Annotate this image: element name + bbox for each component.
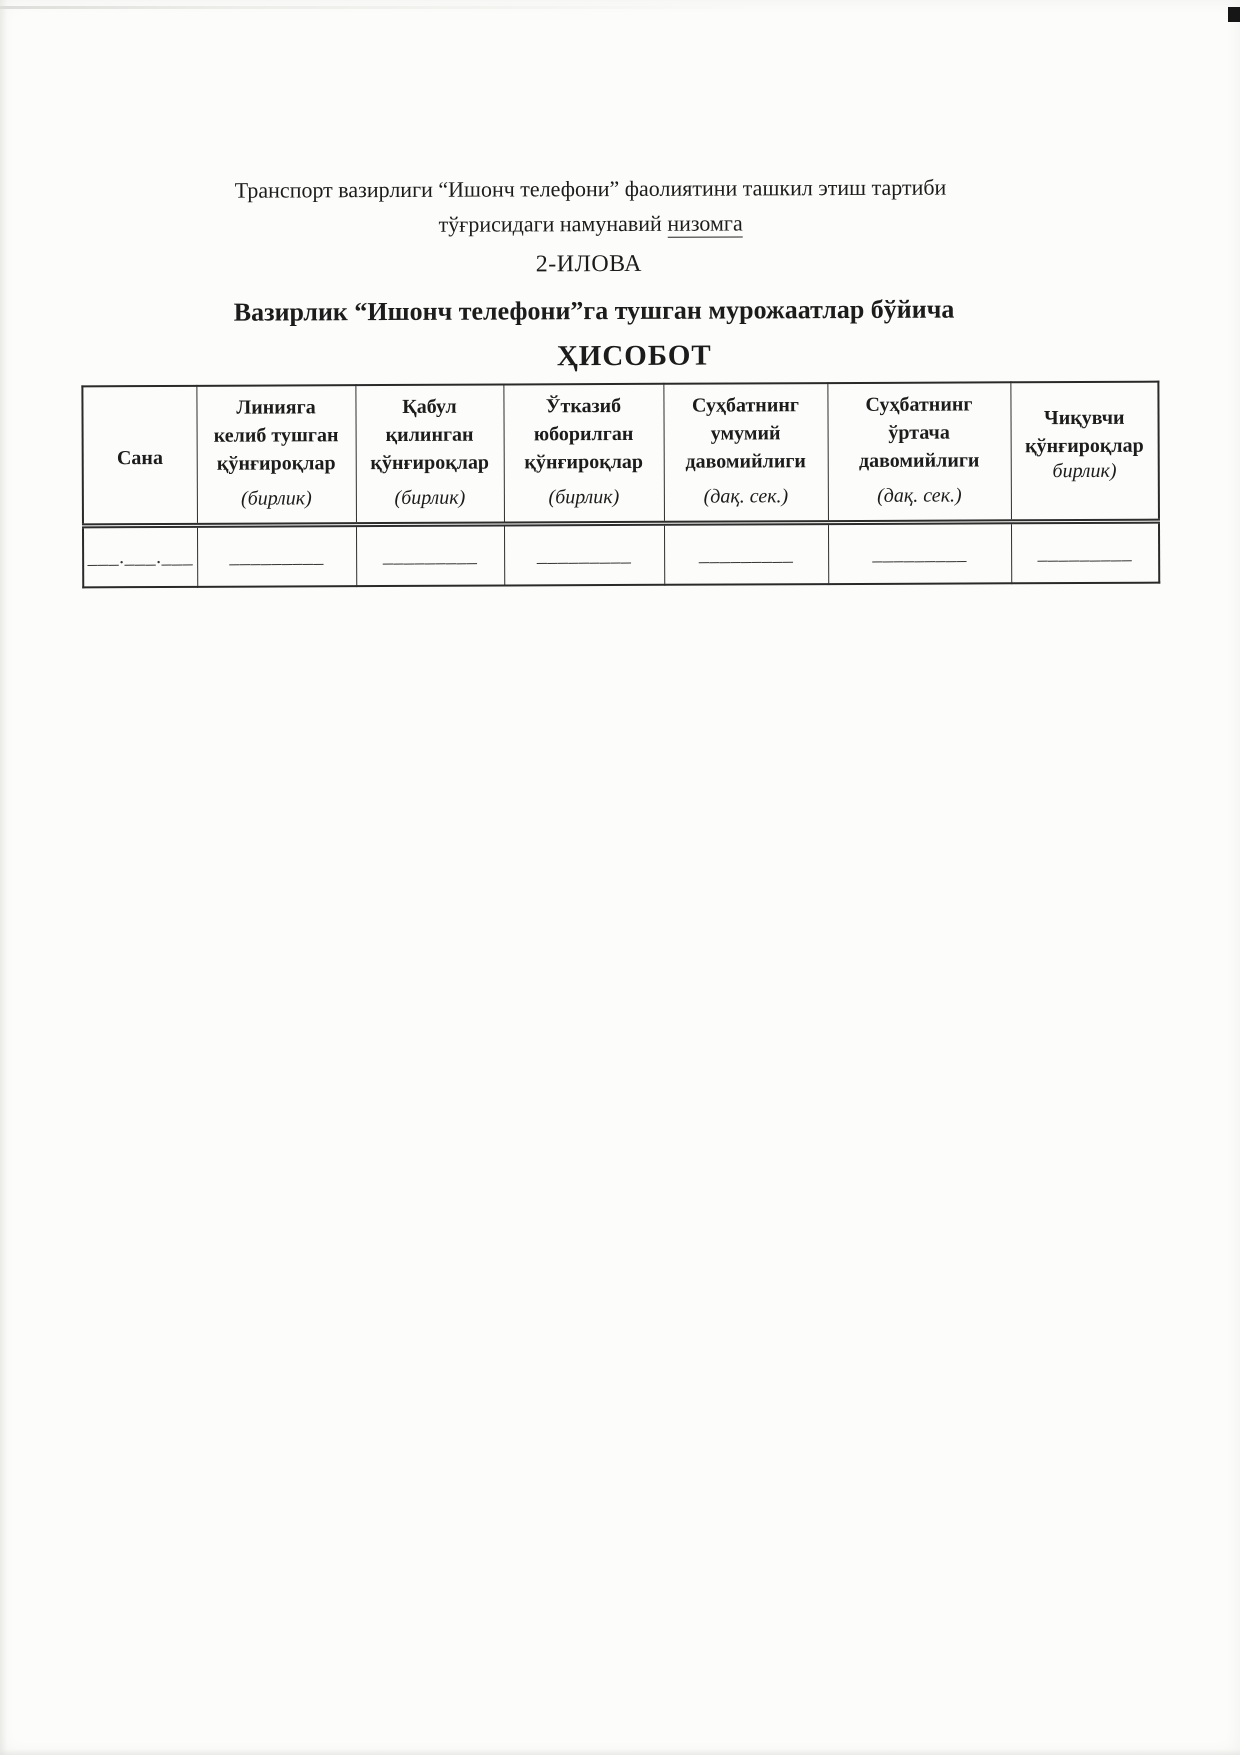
cell-blank-line: _________: [504, 523, 664, 585]
column-title: Сана: [116, 446, 163, 469]
cell-blank-line: _________: [828, 522, 1011, 584]
column-header-inner: [664, 384, 828, 521]
column-unit-note: (бирлик): [548, 486, 620, 509]
column-title: Ўтказиб юборилган қўнғироқлар: [524, 394, 644, 474]
column-header-date: [82, 386, 197, 526]
column-unit-note: (бирлик): [240, 487, 312, 510]
cell-blank-line: _________: [1011, 521, 1159, 583]
column-title: Суҳбатнинг ўртача давомийлиги: [858, 393, 980, 472]
column-unit-note: бирлик): [1052, 459, 1117, 483]
intro-line1: Транспорт вазирлиги “Ишонч телефони” фаолиятини ташкил этиш тартиби: [234, 174, 947, 203]
column-header-inner: [356, 386, 504, 523]
column-header-inner: [83, 387, 196, 523]
column-unit-note: (дақ. сек.): [876, 484, 962, 507]
document-subtitle: Вазирлик “Ишонч телефони”га тушган мурожаатлар бўйича: [233, 294, 955, 327]
column-header-incoming-calls: [196, 385, 356, 525]
column-title: Қабул қилинган қўнғироқлар: [370, 395, 490, 475]
header-row: [82, 382, 1159, 526]
column-header-inner: [828, 383, 1011, 520]
column-title: Суҳбатнинг умумий давомийлиги: [685, 394, 806, 473]
column-header-average-duration: [827, 382, 1011, 522]
column-unit-note: (дақ. сек.): [703, 485, 789, 508]
column-header-accepted-calls: [355, 385, 504, 525]
column-header-inner: [1011, 383, 1158, 520]
report-table-header: [82, 382, 1159, 526]
column-title: Чиқувчи қўнғироқлар: [1025, 406, 1144, 458]
cell-date-placeholder: ___.___.___: [83, 525, 197, 587]
column-header-missed-calls: [503, 384, 664, 524]
cell-blank-line: _________: [197, 525, 356, 587]
column-unit-note: (бирлик): [394, 486, 466, 509]
column-header-inner: [504, 385, 664, 522]
column-title: Линияга келиб тушган қўнғироқлар: [213, 396, 339, 475]
column-header-outgoing-calls: [1010, 382, 1159, 522]
intro-underlined-word: низомга: [667, 210, 743, 236]
document-intro: [0, 168, 1211, 243]
report-table: [81, 381, 1160, 589]
annex-label: 2-ИЛОВА: [535, 250, 643, 278]
intro-line2-prefix: тўғрисидаги намунавий: [438, 210, 668, 237]
cell-blank-line: _________: [664, 523, 828, 585]
blank-data-row: [83, 521, 1159, 587]
cell-blank-line: _________: [356, 524, 504, 586]
column-header-inner: [197, 386, 356, 523]
report-table-body: [83, 521, 1159, 587]
report-title: ҲИСОБОТ: [556, 339, 712, 373]
column-header-total-duration: [663, 383, 828, 523]
